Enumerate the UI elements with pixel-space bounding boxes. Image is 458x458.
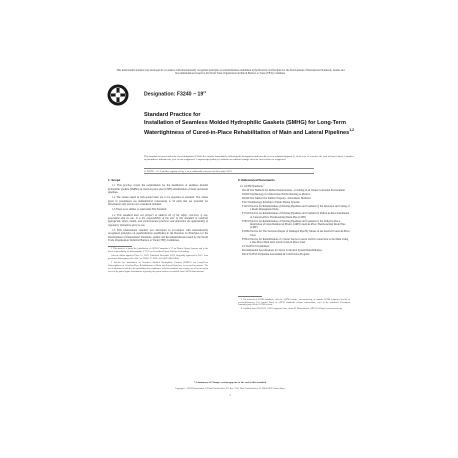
references-subheading: 2.1 ASTM Standards:$^3$ (240, 184, 265, 189)
astm-logo-icon (107, 84, 129, 106)
footnote: 3 For referenced ASTM standards, visit the ASTM website, www.astm.org, or contact ASTM Customer Service at service@astm.org. For Annual Book of ASTM Standards volume information, refer to the standard's Document Summary page on the ASTM website. (238, 298, 350, 307)
standard-type-label: Standard Practice for (144, 112, 201, 118)
copyright-notice: Copyright © ASTM International, 100 Barr Harbor Drive, PO Box C700, West Conshohocken, PA 19428-2959. United States (174, 388, 286, 390)
reference-item: 2.2 NASSCO Guidelines: (242, 244, 270, 248)
reference-item: D1600 Terminology for Abbreviated Terms Relating to Plastics (242, 193, 311, 197)
reference-item: F412 Terminology Relating to Plastic Piping Systems (242, 201, 300, 205)
footnote-divider (108, 246, 132, 247)
wto-notice: This international standard was developed in accordance with internationally recognized principles on standardization established in the Decision on Principles for the Development of International Standards, Guides and Recommendations issued by the World Trade Organization Technical Barriers to Trade (TBT) Committee. (116, 69, 345, 76)
designation: Designation: $F3240 - 19^{\varepsilon 1}$ (144, 90, 207, 98)
reference-item: D1149 Test Methods for Rubber Deterioration—Cracking in an Ozone Controlled Environment (242, 189, 345, 193)
summary-of-changes-note: *A Summary of Changes section appears at the end of this standard (193, 381, 267, 384)
right-column (238, 179, 350, 312)
footnote: Current edition approved Nov. 15, 2019. Published December 2019. Originally approved in 2017. Last previous edition approved in 2017 as F3240–17. DOI: 10.1520/F3240-19E01. (108, 255, 208, 260)
reference-item: F2599 Practice for The Sectional Repair of Damaged Pipe By Means of An Inverted Cured-In-Place Liner (242, 230, 350, 237)
reference-item: F2561 Practice for Rehabilitation of a Sewer Service Lateral and Its Connection to the Main Using a One Piece Main and Lateral Cured-in-Place Liner (242, 237, 349, 244)
reference-item: F2019 Practice for Rehabilitation of Existing Pipelines and Conduits by the Pulled in Place Installation of Glass Reinforced Plastic (GRP) Cured-in-Place Thermosetting Resin Pipe (CIPP) (242, 219, 346, 230)
reference-item: Recommended Specifications for Sewer Collection System Rehabilitation. (242, 248, 323, 252)
footnote-divider (238, 296, 262, 297)
standard-issue-note: This standard is issued under the fixed designation F3240; the number immediately following the designation indicates the year of original adoption or, in the case of revision, the year of last revision. A number in parentheses indicates the year of last reapproval. A superscript epsilon (ε) indicates an editorial change since the last revision or reapproval. (144, 155, 354, 162)
reference-item: D2240 Test Method for Rubber Property—Durometer Hardness (242, 197, 311, 201)
scope-paragraph: 1.4 This standard does not purport to address all of the safety concerns, if any, associated with its use. It is the responsibility of the user of this standard to establish appropriate safety, health, and environmental practices and determine the applicability of regulatory limitations prior to use. (108, 213, 208, 227)
scope-paragraph: 1.3 There is no similar or equivalent ISO Standard. (112, 208, 167, 212)
references-heading: 2. Referenced Documents (238, 178, 275, 182)
footnote: 4 Available from NASSCO, 2470 Longstone Lane, Suite M, Marriottsville, MD 21104 http://www.nassco.org. (241, 308, 343, 311)
footnote: 1 This practice is under the jurisdiction of ASTM Committee F17 on Plastic Piping Systems and is the direct responsibility of Subcommittee F17.67 on Trenchless Plastic Pipeline Technology. (108, 248, 208, 254)
footnote: 2 Patents for Installation of Seamless Molded Hydrophilic Gaskets (SMHG) for Long-Term Watertightness of Cured-in-Place Rehabilitation of Main and Lateral Pipelines, is covered by patents. The user's attention is called to the possibility that compliance with this standard may require use of an invention covered by patent rights. Information regarding the patent holders is available from ASTM International. (108, 261, 208, 273)
standard-title: Installation of Seamless Molded Hydrophilic Gaskets (SMHG) for Long-Term Watertightness of Cured-in-Place Rehabilitation of Main and Lateral Pipelines$^{1,2}$ (144, 120, 354, 136)
page-number: 1 (229, 394, 231, 397)
editorial-note: ε1 NOTE—3.1.2 and the caption of Fig. 1 were editorially corrected in December 2019. (144, 168, 314, 174)
scope-paragraph: 1.5 This international standard was developed in accordance with internationally recognized principles on standardization established in the Decision on Principles for the Development of International Standards, Guides and Recommendations issued by the World Trade Organization Technical Barriers to Trade (TBT) Committee. (108, 229, 208, 243)
reference-item: PACP NASSCO Pipeline Assessment & Certification Program (242, 252, 310, 256)
scope-paragraph: 1.2 The values stated in inch-pound units are to be regarded as standard. The values given in parentheses are mathematical conversions to SI units that are provided for information only and are not considered standard. (108, 196, 208, 207)
left-column (108, 179, 208, 274)
reference-item: F1743 Practice for Rehabilitation of Existing Pipelines and Conduits by Pulled-in-Place Installation of Cured-in-Place Thermosetting Resin Pipe (CIPP) (242, 212, 350, 219)
reference-item: F1216 Practice for Rehabilitation of Existing Pipelines and Conduits by the Inversion and Curing of a Resin-Impregnated Tube (242, 204, 350, 212)
scope-paragraph: 1.1 This practice covers the requirements for the installation of seamless molded hydrophilic gaskets (SMHG) in cured-in-place pipe (CIPP) rehabilitation of main and lateral pipelines. (108, 184, 208, 195)
scope-heading: 1. Scope (108, 178, 121, 182)
